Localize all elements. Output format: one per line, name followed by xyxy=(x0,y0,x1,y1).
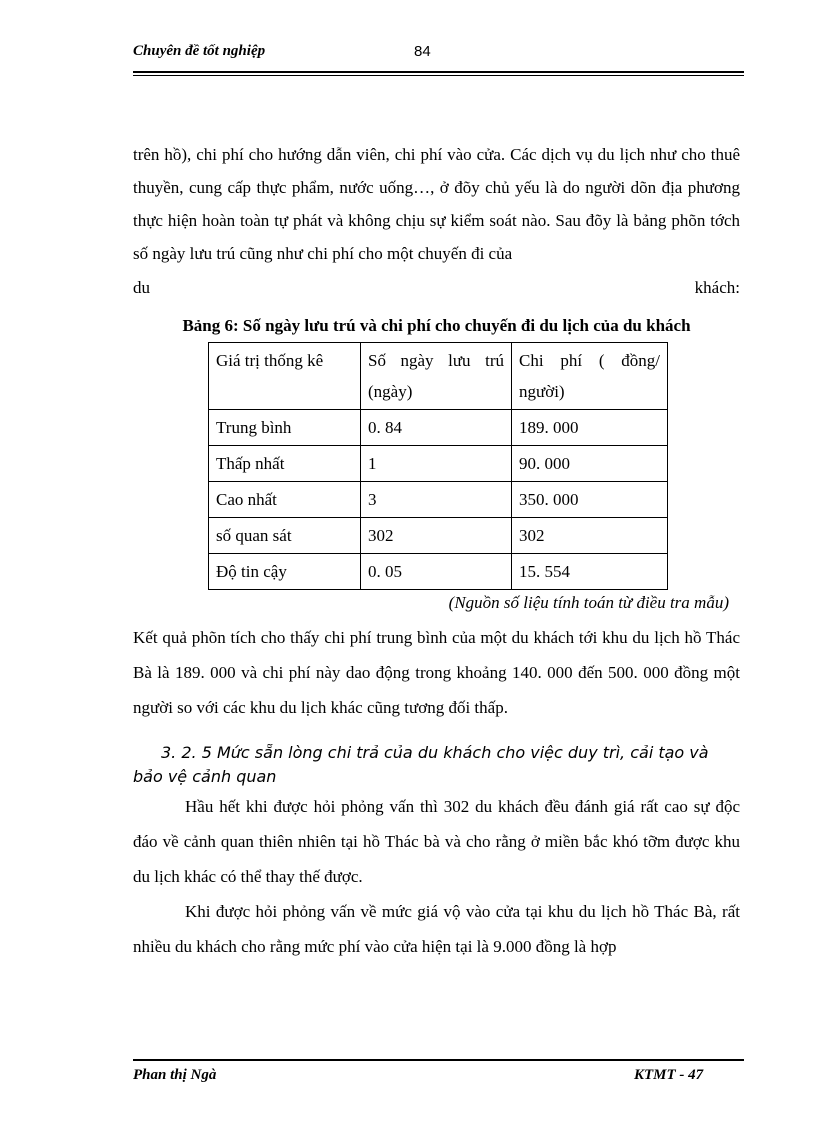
table-cell: 90. 000 xyxy=(512,446,668,482)
table-cell: Cao nhất xyxy=(209,482,361,518)
statistics-table xyxy=(208,342,668,590)
table-row xyxy=(209,410,668,446)
table-cell: 0. 05 xyxy=(361,554,512,590)
table-cell: Độ tin cậy xyxy=(209,554,361,590)
paragraph-4: Khi được hỏi phỏng vấn về mức giá vộ vào cửa tại khu du lịch hồ Thác Bà, rất nhiều du khách cho rằng mức phí vào cửa hiện tại là 9.000 đồng là hợp xyxy=(133,902,740,956)
table-row xyxy=(209,446,668,482)
table-row xyxy=(209,518,668,554)
footer-author: Phan thị Ngà xyxy=(133,1067,217,1083)
page-number: 84 xyxy=(414,43,431,60)
table-cell: Trung bình xyxy=(209,410,361,446)
header-rule xyxy=(133,71,744,73)
table-header-cell: Chi phí ( đồng/ người) xyxy=(512,343,668,410)
paragraph-1-last-line xyxy=(133,271,740,304)
section-heading: 3. 2. 5 Mức sẵn lòng chi trả của du khách cho việc duy trì, cải tạo và bảo vệ cảnh quan xyxy=(133,743,709,786)
table-cell: 189. 000 xyxy=(512,410,668,446)
table-cell: 1 xyxy=(361,446,512,482)
table-row xyxy=(209,554,668,590)
table-header-cell: Giá trị thống kê xyxy=(209,343,361,410)
table-cell: Thấp nhất xyxy=(209,446,361,482)
table-cell: 302 xyxy=(361,518,512,554)
table-header-row xyxy=(209,343,668,410)
paragraph-2: Kết quả phõn tích cho thấy chi phí trung bình của một du khách tới khu du lịch hồ Thác Bà là 189. 000 và chi phí này dao động trong khoảng 140. 000 đến 500. 000 đồng một người so với các khu du lịch khác cũng tương đối thấp. xyxy=(133,628,740,717)
paragraph-1: trên hồ), chi phí cho hướng dẫn viên, chi phí vào cửa. Các dịch vụ du lịch như cho thuê thuyền, cung cấp thực phẩm, nước uống…, ở đõy chủ yếu là do người dõn địa phương thực hiện hoàn toàn tự phát và không chịu sự kiểm soát nào. Sau đõy là bảng phõn tớch số ngày lưu trú cũng như chi phí cho một chuyến đi của xyxy=(133,145,740,263)
table-cell: 350. 000 xyxy=(512,482,668,518)
table-cell: số quan sát xyxy=(209,518,361,554)
header-rule-thin xyxy=(133,75,744,76)
table-cell: 15. 554 xyxy=(512,554,668,590)
table-cell: 0. 84 xyxy=(361,410,512,446)
table-caption: Bảng 6: Số ngày lưu trú và chi phí cho chuyến đi du lịch của du khách xyxy=(182,316,691,335)
table-source-note: (Nguồn số liệu tính toán từ điều tra mẫu) xyxy=(448,593,729,612)
header-title: Chuyên đề tốt nghiệp xyxy=(133,43,266,59)
table-cell: 302 xyxy=(512,518,668,554)
last-line-right: khách: xyxy=(694,278,740,297)
paragraph-3: Hầu hết khi được hỏi phỏng vấn thì 302 du khách đều đánh giá rất cao sự độc đáo về cảnh quan thiên nhiên tại hồ Thác bà và cho rằng ở miền bắc khó tỡm được khu du lịch khác có thể thay thế được. xyxy=(133,797,740,886)
table-header-cell: Số ngày lưu trú (ngày) xyxy=(361,343,512,410)
table-row xyxy=(209,482,668,518)
last-line-left: du xyxy=(133,278,150,297)
footer-code: KTMT - 47 xyxy=(634,1067,704,1083)
footer-rule xyxy=(133,1059,744,1061)
table-cell: 3 xyxy=(361,482,512,518)
